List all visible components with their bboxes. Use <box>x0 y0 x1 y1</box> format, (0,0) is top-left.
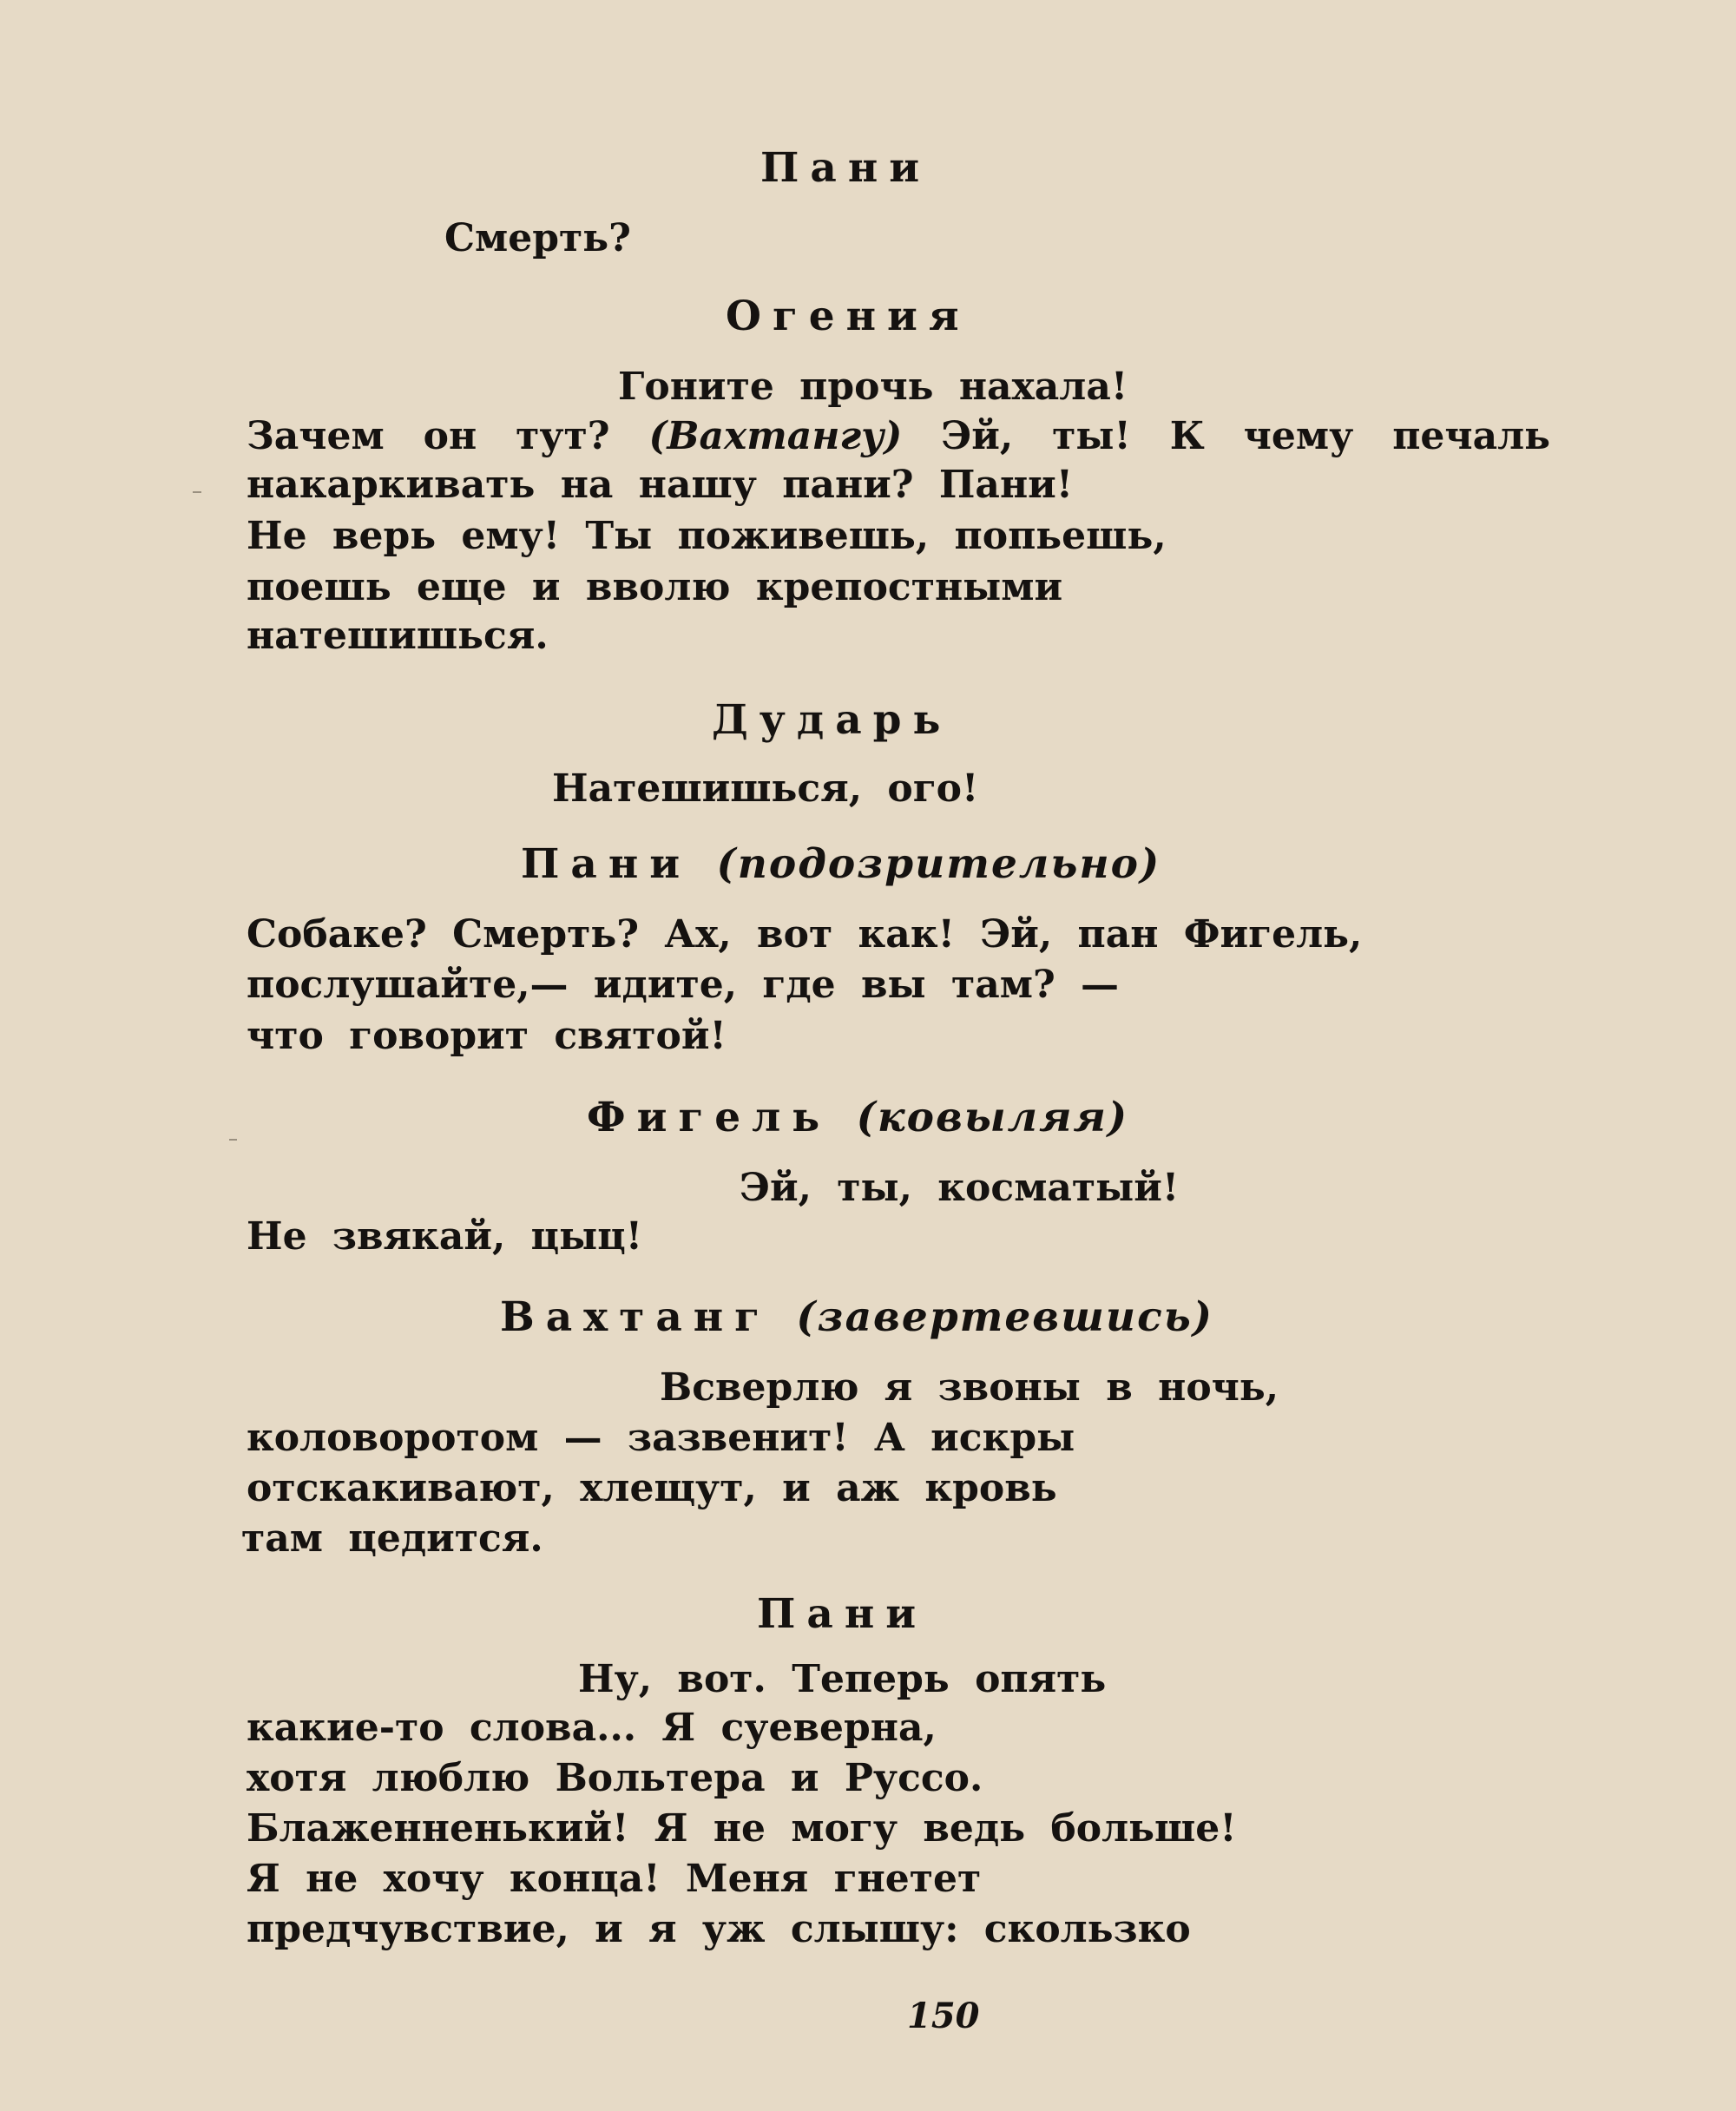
verse-line: Эй, ты, косматый! <box>740 1166 1180 1210</box>
verse-line: Не звякай, цыц! <box>247 1214 643 1259</box>
verse-line: Не верь ему! Ты поживешь, попьешь, <box>247 514 1167 558</box>
verse-line: Гоните прочь нахала! <box>618 365 1128 409</box>
verse-line: Ну, вот. Теперь опять <box>578 1657 1107 1701</box>
verse-line: Всверлю я звоны в ночь, <box>660 1365 1279 1410</box>
verse-line: Натешишься, ого! <box>552 766 979 811</box>
stage-direction: (ковыляя) <box>856 1094 1129 1141</box>
speaker-name: Огения <box>726 293 970 340</box>
verse-line: отскакивают, хлещут, и аж кровь <box>247 1466 1057 1510</box>
scan-mark <box>193 491 201 493</box>
verse-line-mixed <box>247 411 1550 462</box>
stage-direction: (подозрительно) <box>716 840 1161 888</box>
speaker-name: Фигель <box>587 1094 832 1141</box>
verse-line: Блаженненький! Я не могу ведь больше! <box>247 1806 1237 1851</box>
verse-line: какие-то слова... Я суеверна, <box>247 1706 937 1750</box>
speaker-with-direction <box>500 1292 1213 1344</box>
stage-direction: (Вахтангу) <box>648 414 903 458</box>
stage-direction: (завертевшись) <box>796 1293 1213 1341</box>
verse-line: Собаке? Смерть? Ах, вот как! Эй, пан Фигель, <box>247 912 1363 957</box>
verse-line: хотя люблю Вольтера и Руссо. <box>247 1756 983 1800</box>
verse-line: коловоротом — зазвенит! А искры <box>247 1416 1075 1460</box>
verse-line: там цедится. <box>241 1516 543 1561</box>
speaker-name: Пани <box>760 144 931 192</box>
verse-line: предчувствие, и я уж слышу: скользко <box>247 1907 1191 1951</box>
verse-line: Я не хочу конца! Меня гнетет <box>247 1857 982 1901</box>
speaker-name: Вахтанг <box>500 1293 771 1341</box>
verse-line: послушайте,— идите, где вы там? — <box>247 963 1120 1007</box>
verse-text: Зачем он тут? <box>247 414 610 458</box>
verse-line: поешь еще и вволю крепостными <box>247 565 1063 609</box>
speaker-with-direction <box>521 838 1161 891</box>
scan-mark <box>229 1139 237 1141</box>
verse-line: накаркивать на нашу пани? Пани! <box>247 463 1074 507</box>
verse-text: Эй, ты! К чему печаль <box>941 414 1550 458</box>
speaker-name: Дударь <box>712 696 952 744</box>
speaker-with-direction <box>587 1092 1128 1144</box>
verse-line: натешишься. <box>247 614 549 658</box>
speaker-name: Пани <box>757 1590 928 1638</box>
verse-line: что говорит святой! <box>247 1014 727 1058</box>
page-number: 150 <box>907 1996 980 2036</box>
speaker-name: Пани <box>521 840 692 888</box>
verse-line: Смерть? <box>444 216 631 260</box>
